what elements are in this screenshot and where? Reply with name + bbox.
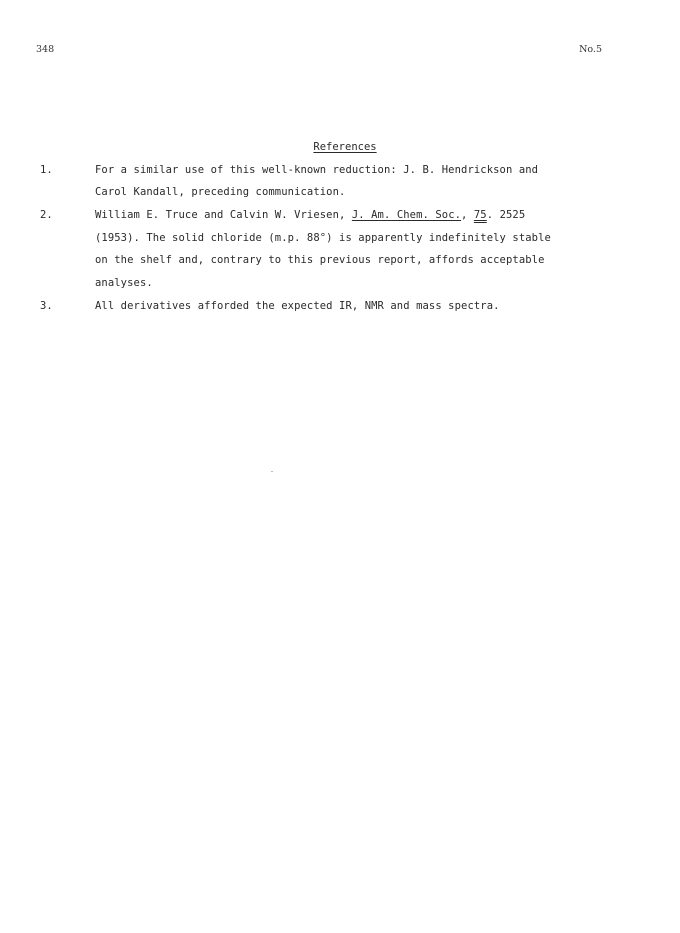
references-title	[0, 141, 680, 153]
reference-2-line-3: on the shelf and, contrary to this previous report, affords acceptable	[95, 254, 545, 266]
reference-2-line-2: (1953). The solid chloride (m.p. 88°) is apparently indefinitely stable	[95, 232, 551, 244]
reference-2-number: 2.	[40, 209, 53, 221]
reference-2-journal: J. Am. Chem. Soc.	[351, 209, 462, 221]
reference-1-number: 1.	[40, 164, 53, 176]
page-number: 348	[36, 44, 55, 55]
reference-2-page: . 2525	[486, 209, 526, 221]
reference-1-line-1: For a similar use of this well-known reduction: J. B. Hendrickson and	[95, 164, 539, 176]
reference-2-line-1	[95, 209, 525, 221]
reference-2-separator: ,	[461, 209, 474, 221]
issue-number: No.5	[579, 44, 602, 55]
reference-3-line-1: All derivatives afforded the expected IR, NMR and mass spectra.	[95, 300, 500, 312]
references-title-text: References	[313, 141, 377, 153]
reference-3-number: 3.	[40, 300, 53, 312]
reference-1-line-2: Carol Kandall, preceding communication.	[95, 186, 346, 198]
scan-speck	[271, 471, 273, 472]
reference-2-authors: William E. Truce and Calvin W. Vriesen,	[95, 209, 352, 221]
reference-2-volume: 75	[473, 209, 487, 221]
reference-2-line-4: analyses.	[95, 277, 153, 289]
